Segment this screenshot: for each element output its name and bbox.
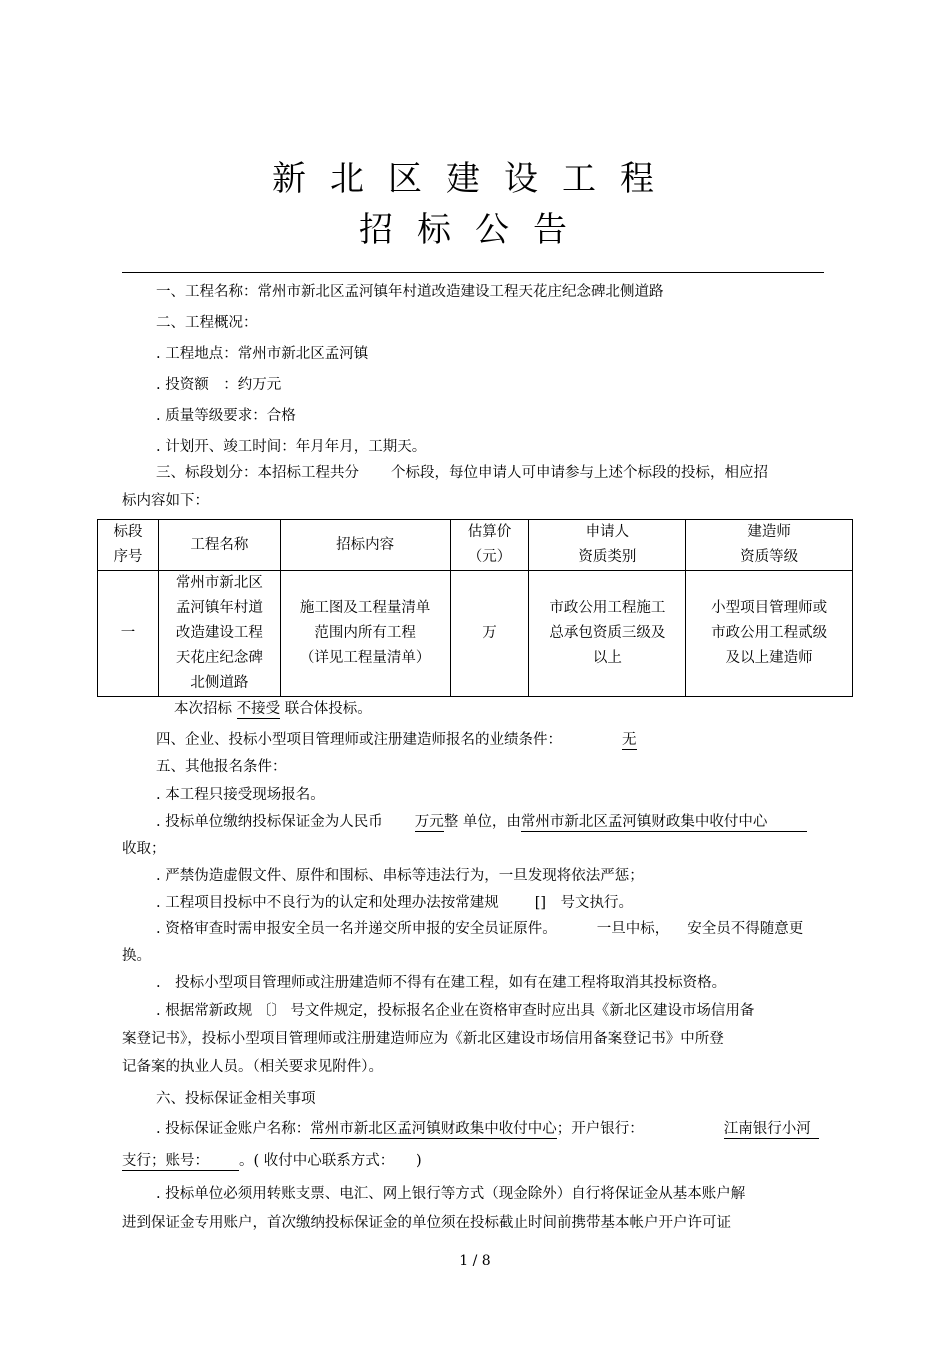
lots-text-c: 标内容如下： — [122, 493, 209, 509]
deposit-account-number: 支行；账号： — [122, 1154, 239, 1171]
page-number: 1 / 8 — [459, 1253, 491, 1269]
condition-no-active-project: . 投标小型项目管理师或注册建造师不得有在建工程，如有在建工程将取消其投标资格。 — [156, 975, 727, 991]
overview-investment: . 投资额 ：约万元 — [156, 377, 282, 393]
section-deposit-matters: 六、投标保证金相关事项 — [156, 1091, 316, 1107]
lots-text-a: 三、标段划分：本招标工程共分 — [156, 465, 359, 481]
condition-deposit: . 投标单位缴纳投标保证金为人民币 万元整 单位，由常州市新北区孟河镇财政集中收付中心 — [156, 815, 807, 832]
deposit-account: . 投标保证金账户名称：常州市新北区孟河镇财政集中收付中心；开户银行： 江南银行小河 — [156, 1122, 819, 1139]
condition-misconduct: . 工程项目投标中不良行为的认定和处理办法按常建规 [] 号文执行。 — [156, 895, 634, 911]
document-title-line1: 新北区建设工程 — [272, 159, 678, 199]
deposit-account-name: 常州市新北区孟河镇财政集中收付中心 — [310, 1121, 557, 1137]
header-estimate: 估算价 （元） — [450, 520, 529, 571]
condition-safety-officer-end: 换。 — [122, 948, 151, 964]
deposit-amount: 万元 — [414, 814, 444, 830]
title-divider — [122, 272, 824, 273]
lots-text-b: 个标段，每位申请人可申请参与上述个标段的投标，相应招 — [391, 465, 768, 481]
deposit-collector: 常州市新北区孟河镇财政集中收付中心 — [521, 815, 808, 832]
overview-quality: . 质量等级要求：合格 — [156, 408, 296, 424]
document-title-line2: 招标公告 — [359, 210, 591, 250]
bid-table-header-row — [98, 520, 853, 571]
performance-value: 无 — [622, 732, 637, 748]
condition-fraud: . 严禁伪造虚假文件、原件和围标、串标等违法行为，一旦发现将依法严惩； — [156, 868, 644, 884]
overview-location: . 工程地点：常州市新北区孟河镇 — [156, 346, 369, 362]
header-builder-grade: 建造师 资质等级 — [686, 520, 853, 571]
overview-schedule: . 计划开、竣工时间：年月年月，工期天。 — [156, 439, 427, 455]
condition-safety-officer: . 资格审查时需申报安全员一名并递交所申报的安全员证原件。 一旦中标， 安全员不得随意更 — [156, 921, 804, 937]
cell-bid-content: 施工图及工程量清单 范围内所有工程 （详见工程量清单） — [280, 571, 450, 697]
cell-lot-no: 一 — [98, 571, 159, 697]
cell-applicant-qualification: 市政公用工程施工 总承包资质三级及 以上 — [529, 571, 686, 697]
deposit-bank: 江南银行小河 — [724, 1122, 819, 1139]
section-project-name: 一、工程名称：常州市新北区孟河镇年村道改造建设工程天花庄纪念碑北侧道路 — [156, 284, 664, 300]
section-overview: 二、工程概况： — [156, 315, 258, 331]
header-applicant-qualification: 申请人 资质类别 — [529, 520, 686, 571]
condition-credit-record-2: 案登记书》，投标小型项目管理师或注册建造师应为《新北区建设市场信用备案登记书》中所登 — [122, 1031, 724, 1047]
cell-project-name: 常州市新北区 孟河镇年村道 改造建设工程 天花庄纪念碑 北侧道路 — [158, 571, 280, 697]
cell-estimate: 万 — [450, 571, 529, 697]
condition-deposit-end: 收取； — [122, 841, 166, 857]
deposit-transfer-2: 进到保证金专用账户，首次缴纳投标保证金的单位须在投标截止时间前携带基本帐户开户许可证 — [122, 1215, 731, 1231]
header-project-name: 工程名称 — [158, 520, 280, 571]
joint-bid-statement: 本次招标 不接受 联合体投标。 — [174, 701, 372, 717]
header-bid-content: 招标内容 — [280, 520, 450, 571]
deposit-account-2: 支行；账号： 。( 收付中心联系方式： ) — [122, 1153, 422, 1169]
table-row — [98, 571, 853, 697]
section-other-conditions: 五、其他报名条件： — [156, 759, 287, 775]
section-lots — [156, 466, 768, 481]
section-performance: 四、企业、投标小型项目管理师或注册建造师报名的业绩条件： 无 — [156, 732, 637, 748]
condition-credit-record-3: 记备案的执业人员。（相关要求见附件）。 — [122, 1059, 383, 1075]
bid-table — [97, 519, 853, 697]
deposit-transfer: . 投标单位必须用转账支票、电汇、网上银行等方式（现金除外）自行将保证金从基本账户解 — [156, 1186, 746, 1202]
condition-credit-record: . 根据常新政规 〔〕 号文件规定，投标报名企业在资格审查时应出具《新北区建设市场信用备 — [156, 1003, 755, 1019]
cell-builder-grade: 小型项目管理师或 市政公用工程贰级 及以上建造师 — [686, 571, 853, 697]
condition-onsite: . 本工程只接受现场报名。 — [156, 787, 325, 803]
joint-bid-value: 不接受 — [236, 701, 281, 717]
header-lot-no: 标段 序号 — [98, 520, 159, 571]
